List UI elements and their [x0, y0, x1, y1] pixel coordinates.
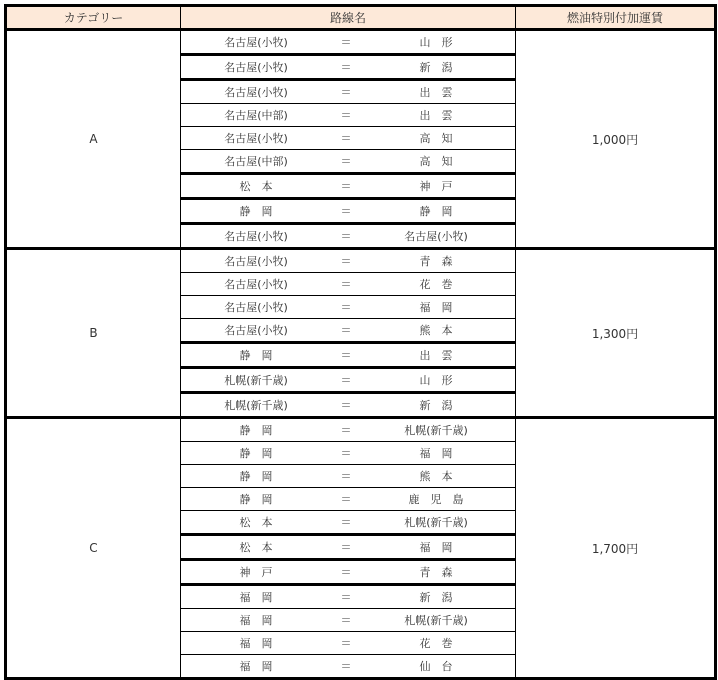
route-cell — [181, 609, 516, 632]
route-origin: 名古屋(小牧) — [224, 278, 288, 291]
route-separator: ＝ — [340, 61, 352, 74]
route-destination: 山 形 — [419, 374, 453, 387]
route-destination: 札幌(新千歳) — [404, 516, 468, 529]
route-cell — [181, 150, 516, 174]
route-cell — [181, 585, 516, 609]
table-row — [6, 249, 716, 273]
route-destination: 高 知 — [419, 155, 453, 168]
route-separator: ＝ — [340, 301, 352, 314]
route-separator: ＝ — [340, 349, 352, 362]
route-cell — [181, 368, 516, 393]
route-destination: 熊 本 — [419, 470, 453, 483]
route-origin: 松 本 — [239, 180, 273, 193]
route-destination: 新 潟 — [419, 61, 453, 74]
route-separator: ＝ — [340, 566, 352, 579]
route-destination: 青 森 — [419, 255, 453, 268]
route-separator: ＝ — [340, 205, 352, 218]
route-separator: ＝ — [340, 230, 352, 243]
route-cell — [181, 465, 516, 488]
route-destination: 出 雲 — [419, 109, 453, 122]
table-row — [6, 418, 716, 442]
surcharge-cell: 1,700円 — [516, 418, 716, 679]
route-separator: ＝ — [340, 516, 352, 529]
surcharge-cell: 1,000円 — [516, 30, 716, 249]
route-origin: 静 岡 — [239, 470, 273, 483]
route-separator: ＝ — [340, 109, 352, 122]
route-separator: ＝ — [340, 132, 352, 145]
header-row — [6, 6, 716, 30]
table-row — [6, 30, 716, 55]
route-cell — [181, 224, 516, 249]
route-separator: ＝ — [340, 324, 352, 337]
route-separator: ＝ — [340, 493, 352, 506]
route-destination: 札幌(新千歳) — [404, 614, 468, 627]
route-separator: ＝ — [340, 180, 352, 193]
route-origin: 名古屋(中部) — [224, 109, 288, 122]
route-origin: 神 戸 — [239, 566, 273, 579]
route-destination: 鹿 児 島 — [408, 493, 464, 506]
route-cell — [181, 104, 516, 127]
route-cell — [181, 174, 516, 199]
header-category: カテゴリー — [6, 6, 181, 30]
route-cell — [181, 296, 516, 319]
route-destination: 神 戸 — [419, 180, 453, 193]
route-origin: 名古屋(小牧) — [224, 61, 288, 74]
route-cell — [181, 343, 516, 368]
route-separator: ＝ — [340, 591, 352, 604]
route-origin: 名古屋(小牧) — [224, 132, 288, 145]
route-cell — [181, 393, 516, 418]
route-separator: ＝ — [340, 637, 352, 650]
route-cell — [181, 560, 516, 585]
surcharge-cell: 1,300円 — [516, 249, 716, 418]
route-origin: 名古屋(小牧) — [224, 230, 288, 243]
category-cell: C — [6, 418, 181, 679]
route-separator: ＝ — [340, 660, 352, 673]
route-separator: ＝ — [340, 86, 352, 99]
route-origin: 静 岡 — [239, 349, 273, 362]
route-origin: 福 岡 — [239, 614, 273, 627]
route-destination: 仙 台 — [419, 660, 453, 673]
route-separator: ＝ — [340, 36, 352, 49]
route-separator: ＝ — [340, 470, 352, 483]
table-body — [6, 30, 716, 679]
route-destination: 福 岡 — [419, 301, 453, 314]
route-origin: 札幌(新千歳) — [224, 399, 288, 412]
route-origin: 名古屋(小牧) — [224, 324, 288, 337]
route-cell — [181, 535, 516, 560]
route-destination: 新 潟 — [419, 591, 453, 604]
route-origin: 松 本 — [239, 516, 273, 529]
fuel-surcharge-table — [4, 4, 717, 680]
route-cell — [181, 80, 516, 104]
route-separator: ＝ — [340, 255, 352, 268]
route-cell — [181, 249, 516, 273]
route-origin: 名古屋(小牧) — [224, 301, 288, 314]
route-destination: 名古屋(小牧) — [404, 230, 468, 243]
category-cell: B — [6, 249, 181, 418]
route-separator: ＝ — [340, 155, 352, 168]
route-separator: ＝ — [340, 374, 352, 387]
route-separator: ＝ — [340, 614, 352, 627]
route-origin: 名古屋(小牧) — [224, 255, 288, 268]
route-separator: ＝ — [340, 447, 352, 460]
route-cell — [181, 127, 516, 150]
route-destination: 青 森 — [419, 566, 453, 579]
route-origin: 静 岡 — [239, 205, 273, 218]
route-destination: 新 潟 — [419, 399, 453, 412]
route-destination: 花 巻 — [419, 637, 453, 650]
route-cell — [181, 273, 516, 296]
route-destination: 出 雲 — [419, 349, 453, 362]
route-separator: ＝ — [340, 541, 352, 554]
route-origin: 静 岡 — [239, 447, 273, 460]
route-destination: 福 岡 — [419, 541, 453, 554]
route-cell — [181, 511, 516, 535]
route-origin: 松 本 — [239, 541, 273, 554]
route-separator: ＝ — [340, 399, 352, 412]
route-origin: 札幌(新千歳) — [224, 374, 288, 387]
route-destination: 静 岡 — [419, 205, 453, 218]
route-cell — [181, 55, 516, 80]
route-destination: 福 岡 — [419, 447, 453, 460]
route-destination: 山 形 — [419, 36, 453, 49]
route-origin: 福 岡 — [239, 660, 273, 673]
route-cell — [181, 418, 516, 442]
route-destination: 出 雲 — [419, 86, 453, 99]
route-origin: 静 岡 — [239, 493, 273, 506]
route-cell — [181, 319, 516, 343]
category-cell: A — [6, 30, 181, 249]
route-destination: 高 知 — [419, 132, 453, 145]
route-destination: 熊 本 — [419, 324, 453, 337]
route-cell — [181, 30, 516, 55]
route-destination: 花 巻 — [419, 278, 453, 291]
route-origin: 名古屋(中部) — [224, 155, 288, 168]
route-origin: 福 岡 — [239, 637, 273, 650]
route-separator: ＝ — [340, 278, 352, 291]
route-cell — [181, 442, 516, 465]
header-surcharge: 燃油特別付加運賃 — [516, 6, 716, 30]
route-origin: 名古屋(小牧) — [224, 36, 288, 49]
route-cell — [181, 199, 516, 224]
route-separator: ＝ — [340, 424, 352, 437]
route-cell — [181, 488, 516, 511]
route-origin: 静 岡 — [239, 424, 273, 437]
route-destination: 札幌(新千歳) — [404, 424, 468, 437]
route-origin: 名古屋(小牧) — [224, 86, 288, 99]
header-route: 路線名 — [181, 6, 516, 30]
route-origin: 福 岡 — [239, 591, 273, 604]
route-cell — [181, 632, 516, 655]
